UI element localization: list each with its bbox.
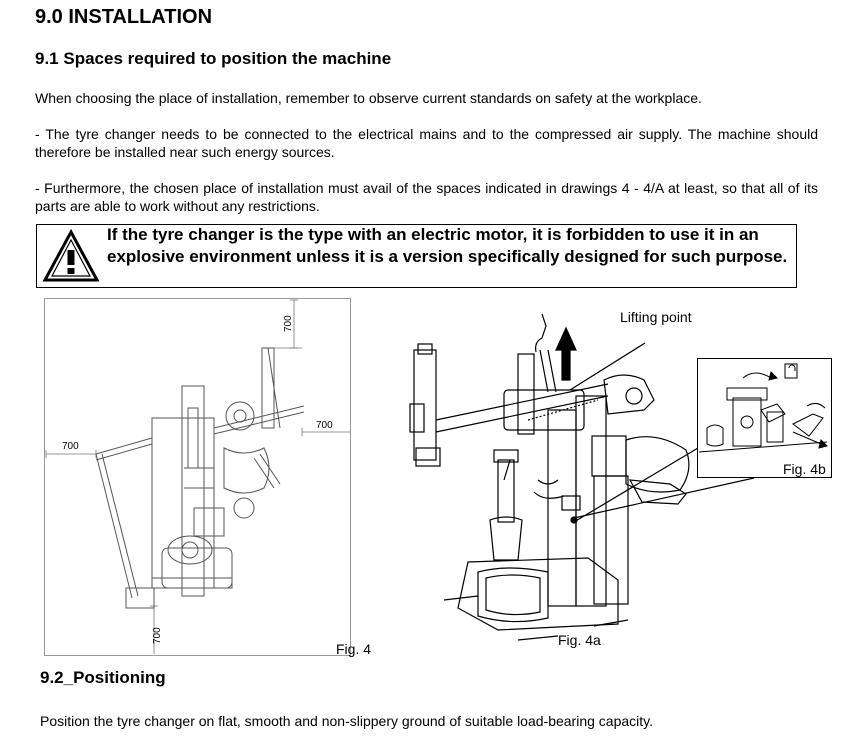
fig4a-machine-drawing: [398, 300, 818, 660]
fig4-clearance-drawing: [44, 298, 354, 656]
fig4a-caption: Fig. 4a: [558, 632, 601, 648]
warning-triangle-icon: [43, 230, 99, 282]
fig4b-detail-drawing: [697, 358, 832, 478]
fig4-dim-right: 700: [316, 420, 333, 431]
subsection-title-spaces: 9.1 Spaces required to position the machine: [35, 49, 392, 68]
paragraph-energy-sources: - The tyre changer needs to be connected to the electrical mains and to the compressed air supply. The machine should therefore be installed near such energy sources.: [35, 126, 818, 160]
fig4-caption: Fig. 4: [336, 641, 372, 657]
warning-text: If the tyre changer is the type with an electric motor, it is forbidden to use it in an explosive environment unless it is a version specifically designed for such purpose.: [107, 225, 788, 266]
fig4a-lifting-point-label: Lifting point: [620, 309, 692, 325]
fig4-dim-bottom: 700: [152, 627, 163, 644]
paragraph-spaces: - Furthermore, the chosen place of installation must avail of the spaces indicated in drawings 4 - 4/A at least, so that all of its parts are able to work without any restrictions.: [35, 180, 818, 214]
fig4b-caption: Fig. 4b: [783, 461, 826, 477]
fig4-dim-top: 700: [283, 315, 294, 332]
subsection-title-positioning: 9.2_Positioning: [40, 668, 166, 687]
section-title: 9.0 INSTALLATION: [35, 6, 213, 28]
paragraph-safety: When choosing the place of installation, remember to observe current standards on safety at the workplace.: [35, 90, 702, 106]
fig4-dim-left: 700: [62, 441, 79, 452]
paragraph-positioning: Position the tyre changer on flat, smooth and non-slippery ground of suitable load-bearing capacity.: [40, 713, 653, 729]
